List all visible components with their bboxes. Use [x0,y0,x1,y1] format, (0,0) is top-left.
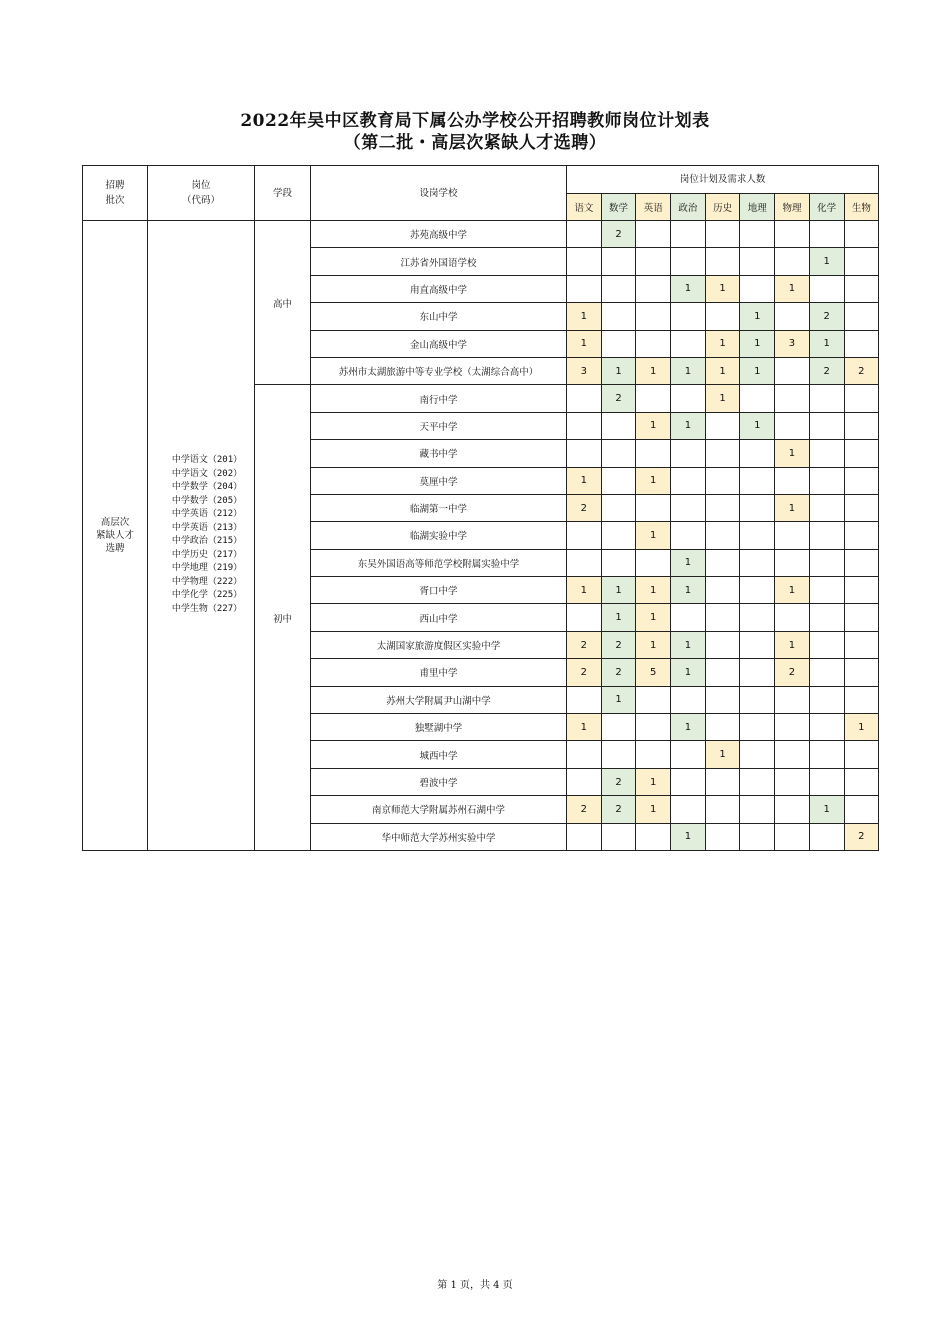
subject-header: 历史 [705,194,740,221]
position-item: 中学语文（201） [171,455,243,466]
demand-count: 2 [809,303,844,330]
demand-count [844,385,879,412]
demand-count [809,686,844,713]
demand-count [775,823,810,850]
demand-count [740,221,775,248]
demand-count [705,796,740,823]
page-subtitle: （第二批・高层次紧缺人才选聘） [343,133,607,153]
demand-count [601,248,636,275]
demand-count [705,412,740,439]
demand-count: 1 [671,714,706,741]
demand-count [636,741,671,768]
demand-count: 1 [636,577,671,604]
demand-count [740,631,775,658]
demand-count [671,796,706,823]
school-name: 碧波中学 [311,768,567,795]
demand-count: 1 [601,686,636,713]
school-name: 苏苑高级中学 [311,221,567,248]
demand-count: 2 [775,659,810,686]
demand-count [740,659,775,686]
position-item: 中学化学（225） [171,590,243,601]
school-row [83,221,879,248]
demand-count [775,248,810,275]
demand-count [671,330,706,357]
demand-count: 1 [705,330,740,357]
demand-count [775,741,810,768]
demand-count: 1 [567,303,602,330]
demand-count [844,221,879,248]
demand-count [567,412,602,439]
demand-count: 1 [809,330,844,357]
demand-count [636,221,671,248]
school-name: 城西中学 [311,741,567,768]
demand-count [844,467,879,494]
demand-count [809,768,844,795]
demand-count: 1 [809,796,844,823]
demand-count [740,467,775,494]
demand-count: 1 [809,248,844,275]
page-title: 2022年吴中区教育局下属公办学校公开招聘教师岗位计划表 [240,111,710,131]
demand-count [705,494,740,521]
school-name: 天平中学 [311,412,567,439]
demand-count [671,385,706,412]
demand-count [567,686,602,713]
plan-table [82,165,879,851]
demand-count: 1 [775,494,810,521]
demand-count [775,796,810,823]
demand-count [636,686,671,713]
demand-count: 2 [601,796,636,823]
demand-count: 2 [567,494,602,521]
position-item: 中学历史（217） [171,549,243,560]
demand-count [809,221,844,248]
demand-count [601,275,636,302]
demand-count: 1 [636,631,671,658]
position-item: 中学政治（215） [171,536,243,547]
position-item: 中学生物（227） [171,603,243,614]
demand-count: 1 [636,796,671,823]
demand-count [844,741,879,768]
school-name: 甫里中学 [311,659,567,686]
demand-count: 1 [671,823,706,850]
demand-count [740,522,775,549]
header-position-text: 岗位 （代码） [181,180,220,206]
demand-count [601,714,636,741]
demand-count [740,275,775,302]
demand-count [601,412,636,439]
school-name: 太湖国家旅游度假区实验中学 [311,631,567,658]
stage-cell: 初中 [255,385,311,851]
school-name: 临湖第一中学 [311,494,567,521]
demand-count [671,604,706,631]
demand-count [567,741,602,768]
demand-count [567,823,602,850]
demand-count [740,604,775,631]
batch-cell [83,221,148,851]
demand-count [636,494,671,521]
demand-count [844,248,879,275]
demand-count: 2 [601,631,636,658]
header-stage: 学段 [255,166,311,221]
demand-count: 1 [705,385,740,412]
subject-header: 生物 [844,194,879,221]
school-name: 莫厘中学 [311,467,567,494]
demand-count: 1 [671,659,706,686]
demand-count [740,440,775,467]
demand-count [601,741,636,768]
demand-count [671,303,706,330]
demand-count: 1 [671,631,706,658]
demand-count [705,221,740,248]
demand-count: 3 [775,330,810,357]
demand-count: 1 [740,303,775,330]
demand-count [671,741,706,768]
demand-count [567,385,602,412]
demand-count [671,768,706,795]
demand-count: 1 [775,275,810,302]
demand-count [775,768,810,795]
school-name: 南行中学 [311,385,567,412]
demand-count [705,248,740,275]
demand-count [809,823,844,850]
demand-count [740,796,775,823]
demand-count [809,577,844,604]
demand-count: 1 [636,522,671,549]
school-name: 江苏省外国语学校 [311,248,567,275]
demand-count: 1 [636,604,671,631]
position-item: 中学英语（212） [171,509,243,520]
demand-count: 1 [775,577,810,604]
subject-header: 语文 [567,194,602,221]
demand-count: 1 [844,714,879,741]
school-name: 临湖实验中学 [311,522,567,549]
demand-count [844,768,879,795]
demand-count [601,823,636,850]
school-name: 东吴外国语高等师范学校附属实验中学 [311,549,567,576]
subject-header: 数学 [601,194,636,221]
demand-count [601,467,636,494]
school-name: 华中师范大学苏州实验中学 [311,823,567,850]
demand-count [671,522,706,549]
position-item: 中学地理（219） [171,563,243,574]
demand-count: 1 [601,604,636,631]
demand-count [601,303,636,330]
school-name: 甪直高级中学 [311,275,567,302]
demand-count [809,741,844,768]
demand-count [567,221,602,248]
header-batch [83,166,148,221]
demand-count: 1 [671,577,706,604]
demand-count [775,385,810,412]
demand-count: 1 [567,467,602,494]
demand-count [740,385,775,412]
demand-count [636,303,671,330]
demand-count [844,796,879,823]
demand-count [636,330,671,357]
demand-count [636,823,671,850]
demand-count: 1 [567,714,602,741]
demand-count [844,604,879,631]
subject-header: 英语 [636,194,671,221]
demand-count [844,631,879,658]
demand-count [809,659,844,686]
demand-count [705,303,740,330]
position-item: 中学数学（205） [171,495,243,506]
demand-count [636,440,671,467]
demand-count: 2 [601,768,636,795]
demand-count [567,549,602,576]
demand-count: 1 [740,357,775,384]
demand-count: 2 [601,221,636,248]
demand-count: 1 [740,412,775,439]
demand-count: 2 [567,659,602,686]
plan-body [83,221,879,851]
subject-header: 政治 [671,194,706,221]
demand-count: 1 [636,768,671,795]
demand-count: 2 [601,659,636,686]
batch-text: 高层次 紧缺人才 选聘 [95,516,134,554]
school-name: 东山中学 [311,303,567,330]
demand-count [775,221,810,248]
demand-count: 1 [567,577,602,604]
demand-count [671,440,706,467]
demand-count [705,631,740,658]
demand-count [705,604,740,631]
demand-count: 1 [601,357,636,384]
demand-count [740,686,775,713]
demand-count [740,714,775,741]
demand-count [671,686,706,713]
demand-count: 1 [671,549,706,576]
demand-count [705,714,740,741]
demand-count [601,549,636,576]
demand-count [809,467,844,494]
position-item: 中学数学（204） [171,482,243,493]
demand-count [844,275,879,302]
demand-count [705,549,740,576]
demand-count [775,714,810,741]
demand-count [775,467,810,494]
demand-count [809,440,844,467]
demand-count [671,494,706,521]
demand-count [567,275,602,302]
demand-count [844,577,879,604]
demand-count [601,494,636,521]
demand-count [844,659,879,686]
demand-count: 1 [636,357,671,384]
school-name: 独墅湖中学 [311,714,567,741]
demand-count [775,604,810,631]
demand-count: 1 [705,741,740,768]
demand-count [740,823,775,850]
demand-count [775,412,810,439]
header-school: 设岗学校 [311,166,567,221]
demand-count [636,714,671,741]
demand-count: 1 [671,357,706,384]
demand-count: 2 [844,823,879,850]
demand-count: 1 [705,357,740,384]
demand-count [705,522,740,549]
demand-count [809,275,844,302]
position-item: 中学语文（202） [171,468,243,479]
subject-header: 化学 [809,194,844,221]
demand-count [705,577,740,604]
demand-count: 1 [705,275,740,302]
demand-count [705,659,740,686]
demand-count [705,467,740,494]
demand-count [601,330,636,357]
demand-count [775,303,810,330]
demand-count: 3 [567,357,602,384]
demand-count [844,522,879,549]
demand-count [844,686,879,713]
demand-count [567,522,602,549]
demand-count: 5 [636,659,671,686]
demand-count [567,248,602,275]
school-name: 金山高级中学 [311,330,567,357]
demand-count [844,494,879,521]
demand-count [601,440,636,467]
demand-count [809,604,844,631]
demand-count: 1 [671,275,706,302]
position-item: 中学英语（213） [171,522,243,533]
demand-count [636,275,671,302]
demand-count [809,549,844,576]
demand-count: 1 [636,467,671,494]
demand-count: 2 [844,357,879,384]
demand-count [705,440,740,467]
demand-count [809,714,844,741]
school-name: 苏州大学附属尹山湖中学 [311,686,567,713]
demand-count [740,768,775,795]
demand-count [809,522,844,549]
demand-count [740,549,775,576]
demand-count [775,686,810,713]
school-name: 西山中学 [311,604,567,631]
demand-count [567,440,602,467]
demand-count [844,549,879,576]
demand-count [636,248,671,275]
demand-count [809,494,844,521]
demand-count: 1 [775,440,810,467]
demand-count [740,494,775,521]
school-name: 苏州市太湖旅游中等专业学校（太湖综合高中） [311,357,567,384]
school-name: 胥口中学 [311,577,567,604]
demand-count [705,823,740,850]
demand-count [844,330,879,357]
demand-count [567,768,602,795]
demand-count: 2 [601,385,636,412]
demand-count [844,303,879,330]
demand-count: 1 [740,330,775,357]
demand-count [740,741,775,768]
demand-count: 1 [775,631,810,658]
demand-count [671,248,706,275]
demand-count: 2 [567,631,602,658]
demand-count: 1 [671,412,706,439]
demand-count: 1 [567,330,602,357]
demand-count [705,768,740,795]
header-plan: 岗位计划及需求人数 [567,166,879,194]
demand-count [601,522,636,549]
demand-count [636,549,671,576]
demand-count [775,357,810,384]
header-batch-text: 招聘 批次 [105,180,125,206]
school-name: 南京师范大学附属苏州石湖中学 [311,796,567,823]
demand-count [636,385,671,412]
demand-count: 1 [601,577,636,604]
demand-count [809,385,844,412]
demand-count: 2 [567,796,602,823]
position-item: 中学物理（222） [171,576,243,587]
subject-header: 物理 [775,194,810,221]
page-footer: 第 1 页，共 4 页 [437,1280,513,1291]
position-list [148,221,255,851]
demand-count [775,522,810,549]
demand-count [705,686,740,713]
demand-count: 2 [809,357,844,384]
subject-header: 地理 [740,194,775,221]
demand-count [740,248,775,275]
demand-count [809,631,844,658]
demand-count: 1 [636,412,671,439]
demand-count [671,467,706,494]
demand-count [671,221,706,248]
demand-count [567,604,602,631]
demand-count [844,440,879,467]
demand-count [844,412,879,439]
demand-count [775,549,810,576]
demand-count [740,577,775,604]
demand-count [809,412,844,439]
school-name: 藏书中学 [311,440,567,467]
stage-cell: 高中 [255,221,311,385]
header-position [148,166,255,221]
